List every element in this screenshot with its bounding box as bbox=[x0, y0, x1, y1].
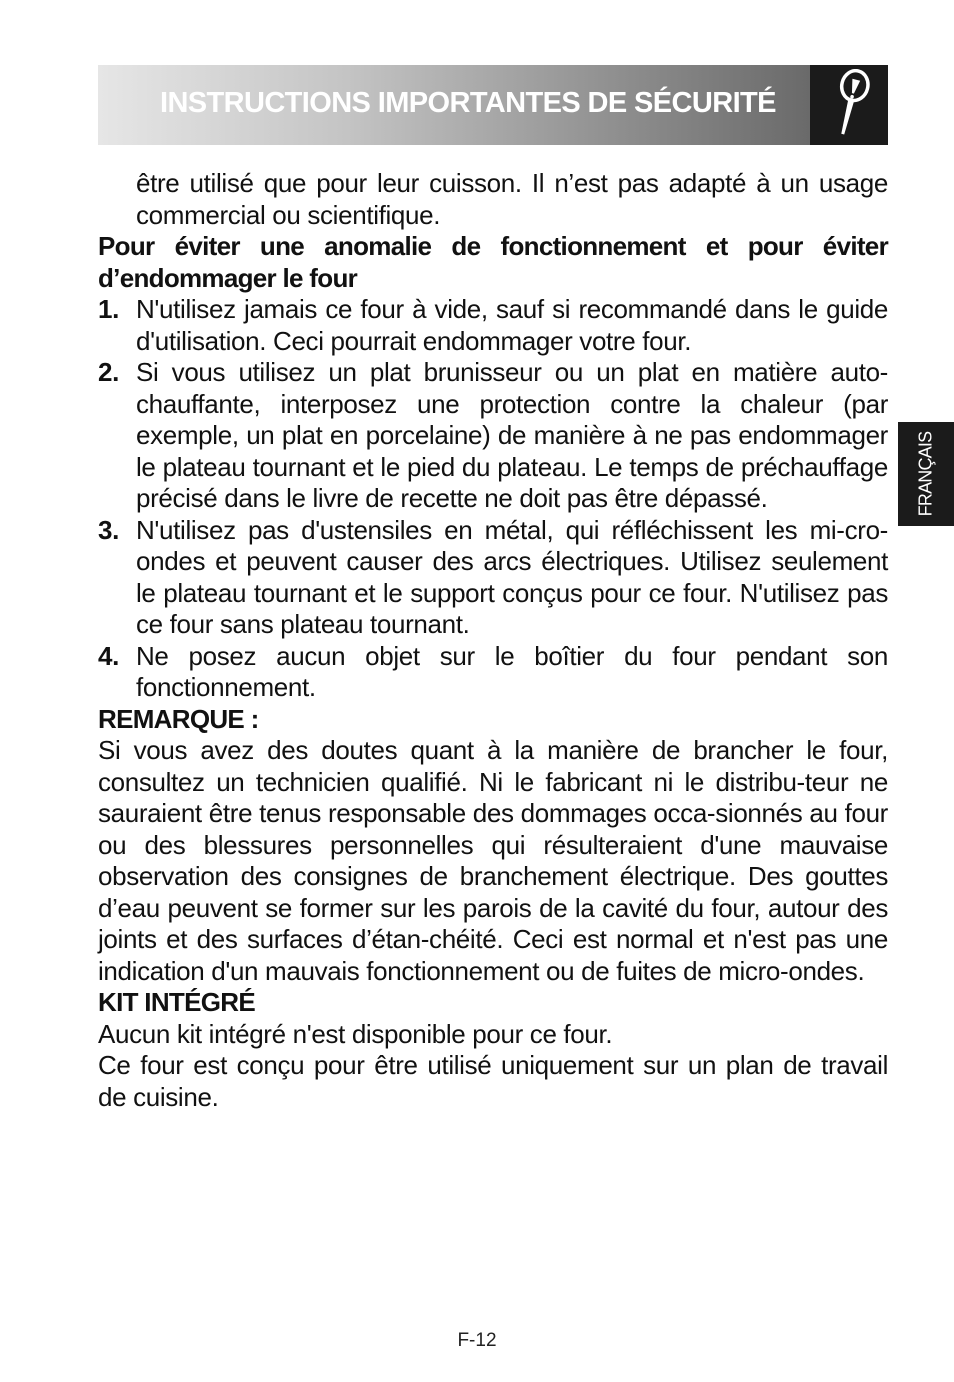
damage-heading: Pour éviter une anomalie de fonctionnement et pour éviter d’endommager le four bbox=[98, 231, 888, 293]
kit-paragraph-2: Ce four est conçu pour être utilisé uniquement sur un plan de travail de cuisine. bbox=[98, 1050, 888, 1112]
item-text: N'utilisez pas d'ustensiles en métal, qui réfléchissent les mi-cro-ondes et peuvent causer des arcs électriques. Utilisez seulement le plateau tournant et le support conçus pour ce four. N'utilisez pas ce four sans plateau tournant. bbox=[136, 514, 888, 639]
remark-heading: REMARQUE : bbox=[98, 703, 259, 734]
kit-paragraph-1: Aucun kit intégré n'est disponible pour ce four. bbox=[98, 1018, 613, 1049]
intro-paragraph: être utilisé que pour leur cuisson. Il n’est pas adapté à un usage commercial ou scientifique. bbox=[136, 168, 888, 230]
page-title: INSTRUCTIONS IMPORTANTES DE SÉCURITÉ bbox=[160, 87, 776, 119]
list-item bbox=[98, 515, 888, 641]
item-number: 3. bbox=[98, 514, 119, 545]
item-text: N'utilisez jamais ce four à vide, sauf si recommandé dans le guide d'utilisation. Ceci pourrait endommager votre four. bbox=[136, 294, 888, 356]
remark-paragraph: Si vous avez des doutes quant à la manière de brancher le four, consultez un technicien qualifié. Ni le fabricant ni le distribu-teur ne sauraient être tenus responsable des dommages occa-sionnés au four ou des blessures personnelles qui résulteraient d'une mauvaise observation des consignes de branchement électrique. Des gouttes d’eau peuvent se former sur les parois de la cavité du four, autour des joints et des surfaces d’étan-chéité. Ceci est normal et n'est pas une indication d'un mauvais fonctionnement ou de fuites de micro-ondes. bbox=[98, 735, 888, 986]
item-text: Si vous utilisez un plat brunisseur ou un plat en matière auto-chauffante, interposez une protection contre la chaleur (par exemple, un plat en porcelaine) de manière à ne pas endommager le plateau tournant et le pied du plateau. Le temps de préchauffage précisé dans le livre de recette ne doit pas être dépassé. bbox=[136, 357, 888, 513]
item-number: 1. bbox=[98, 294, 119, 324]
list-item bbox=[98, 294, 888, 357]
page-number: F-12 bbox=[457, 1330, 497, 1351]
language-tab-label: FRANÇAIS bbox=[915, 431, 936, 517]
item-text: Ne posez aucun objet sur le boîtier du four pendant son fonctionnement. bbox=[136, 640, 888, 702]
language-tab bbox=[898, 422, 954, 526]
list-item bbox=[98, 357, 888, 515]
item-number: 2. bbox=[98, 357, 119, 387]
main-content bbox=[98, 168, 888, 1113]
section-header bbox=[98, 65, 810, 145]
kit-heading: KIT INTÉGRÉ bbox=[98, 987, 255, 1017]
item-number: 4. bbox=[98, 640, 119, 671]
warning-badge bbox=[810, 65, 888, 145]
exclamation-icon bbox=[828, 69, 872, 141]
list-item bbox=[98, 641, 888, 704]
